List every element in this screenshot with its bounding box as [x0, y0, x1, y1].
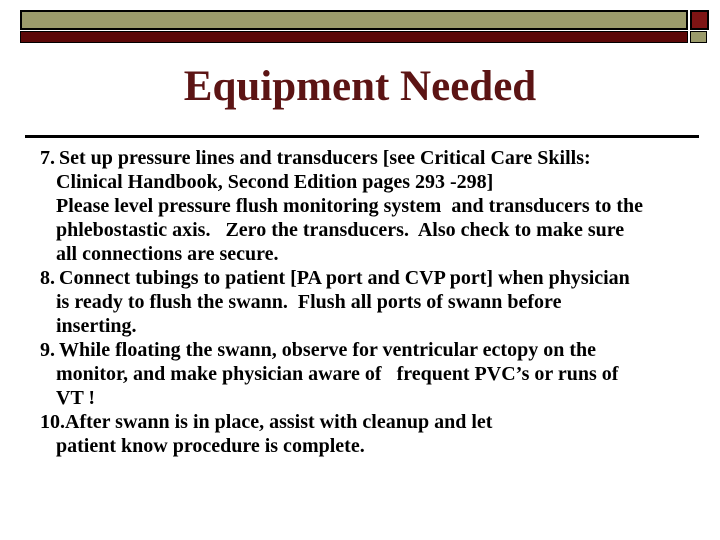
item-text: is ready to flush the swann. Flush all ports of swann before [56, 291, 562, 313]
list-item-continuation-line [40, 386, 700, 410]
slide-title: Equipment Needed [183, 63, 537, 110]
list-item-line [40, 338, 700, 362]
item-text: phlebostastic axis. Zero the transducers. Also check to make sure [56, 219, 625, 241]
item-text: Please level pressure flush monitoring system and transducers to the [56, 195, 644, 217]
banner-bar-maroon [20, 31, 688, 43]
list-item-continuation-line [40, 242, 700, 266]
item-text: all connections are secure. [56, 243, 279, 265]
list-item-continuation-line [40, 290, 700, 314]
banner-accent-square-red [690, 10, 709, 30]
item-number: 9. [40, 339, 55, 361]
list-item-line [40, 146, 700, 170]
item-text: monitor, and make physician aware of frequent PVC’s or runs of [56, 363, 619, 385]
list-item-continuation-line [40, 194, 700, 218]
item-text: VT ! [56, 387, 96, 409]
item-text: patient know procedure is complete. [56, 435, 365, 457]
item-text: Set up pressure lines and transducers [see Critical Care Skills: [59, 147, 591, 169]
list-item-continuation-line [40, 314, 700, 338]
list-item-continuation-line [40, 362, 700, 386]
list-item-continuation-line [40, 218, 700, 242]
item-number: 8. [40, 267, 55, 289]
item-text: inserting. [56, 315, 137, 337]
list-item-line [40, 266, 700, 290]
banner-accent-square-tan [690, 31, 707, 43]
item-text: After swann is in place, assist with cleanup and let [65, 411, 493, 433]
item-text: While floating the swann, observe for ventricular ectopy on the [59, 339, 597, 361]
body-list [40, 146, 700, 458]
list-item-line [40, 410, 700, 434]
title-underline-rule [25, 135, 699, 138]
item-number: 7. [40, 147, 55, 169]
item-text: Connect tubings to patient [PA port and CVP port] when physician [59, 267, 630, 289]
item-number: 10. [40, 411, 65, 433]
banner-bar-tan [20, 10, 688, 30]
list-item-continuation-line [40, 434, 700, 458]
item-text: Clinical Handbook, Second Edition pages 293 -298] [56, 171, 494, 193]
list-item-continuation-line [40, 170, 700, 194]
